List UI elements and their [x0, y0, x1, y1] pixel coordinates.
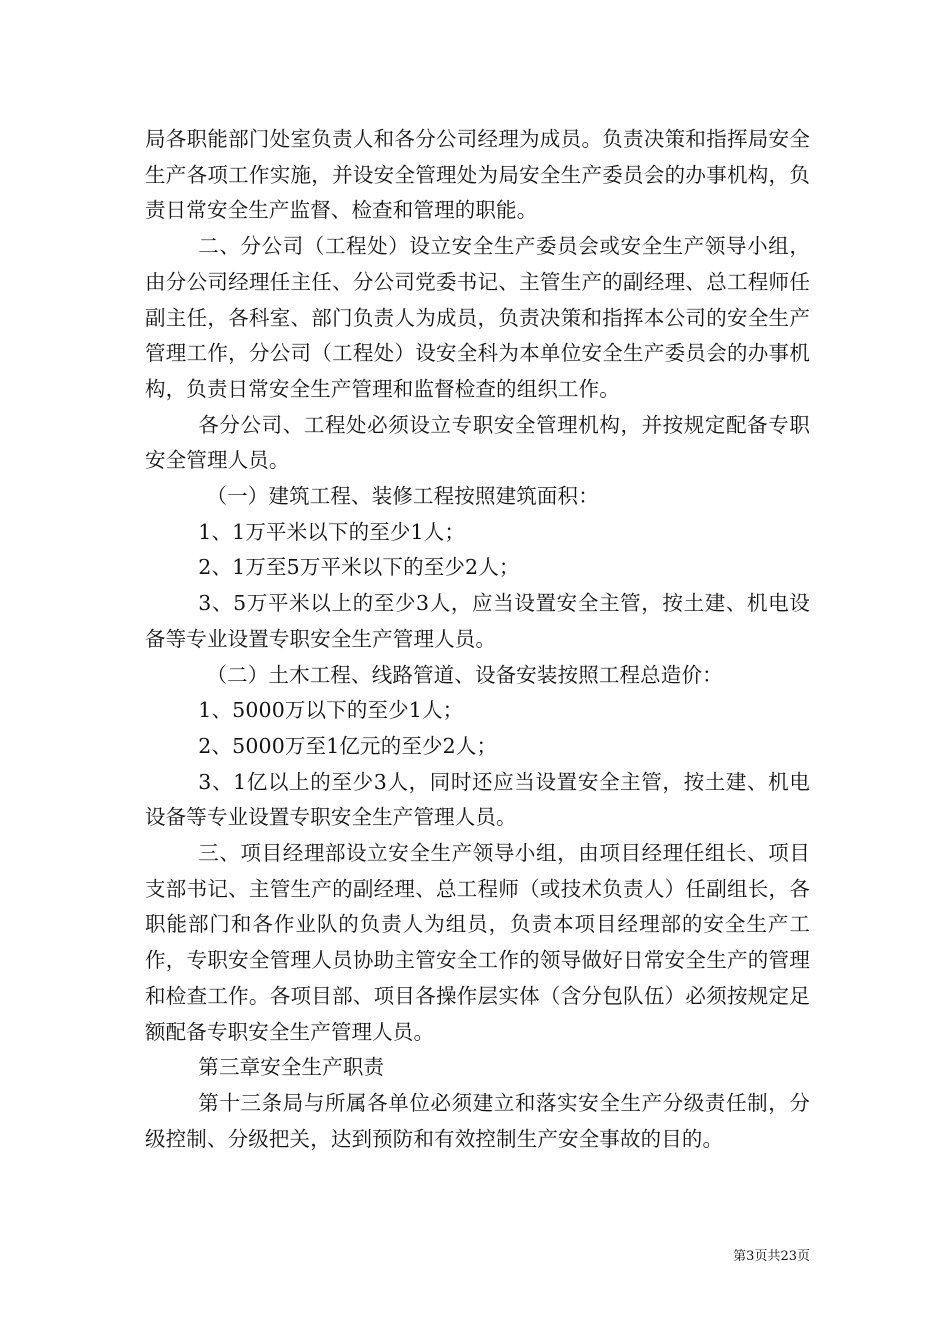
list-item-area-1: 1、1万平米以下的至少1人； [198, 519, 466, 544]
paragraph-staffing-requirement: 各分公司、工程处必须设立专职安全管理机构，并按规定配备专职安全管理人员。 [145, 412, 810, 473]
paragraph-cost-heading: （二）土木工程、线路管道、设备安装按照工程总造价： [206, 662, 723, 687]
paragraph-project-department: 三、项目经理部设立安全生产领导小组，由项目经理任组长、项目支部书记、主管生产的副经理、总工程师（或技术负责人）任副组长，各职能部门和各作业队的负责人为组员，负责本项目经理部的安全生产工作，专职安全管理人员协助主管安全工作的领导做好日常安全生产的管理和检查工作。各项目部、项目各操作层实体（含分包队伍）必须按规定足额配备专职安全生产管理人员。 [145, 841, 810, 1044]
paragraph-committee-members: 局各职能部门处室负责人和各分公司经理为成员。负责决策和指挥局安全生产各项工作实施，并设安全管理处为局安全生产委员会的办事机构，负责日常安全生产监督、检查和管理的职能。 [145, 127, 810, 223]
paragraph-article-13: 第十三条局与所属各单位必须建立和落实安全生产分级责任制，分级控制、分级把关，达到预防和有效控制生产安全事故的目的。 [145, 1090, 810, 1151]
list-item-cost-2: 2、5000万至1亿元的至少2人； [198, 733, 498, 758]
list-item-area-2: 2、1万至5万平米以下的至少2人； [198, 555, 520, 580]
list-item-cost-1: 1、5000万以下的至少1人； [198, 698, 464, 723]
chapter-heading: 第三章安全生产职责 [198, 1055, 385, 1080]
list-item-area-3: 3、5万平米以上的至少3人，应当设置安全主管，按土建、机电设备等专业设置专职安全生产管理人员。 [145, 591, 810, 651]
paragraph-building-area-heading: （一）建筑工程、装修工程按照建筑面积： [206, 484, 599, 509]
page-number-footer: 第3页共23页 [733, 1249, 810, 1264]
document-body [145, 122, 810, 1157]
list-item-cost-3: 3、1亿以上的至少3人，同时还应当设置安全主管，按土建、机电设备等专业设置专职安全生产管理人员。 [145, 769, 810, 830]
paragraph-branch-committee: 二、分公司（工程处）设立安全生产委员会或安全生产领导小组，由分公司经理任主任、分公司党委书记、主管生产的副经理、总工程师任副主任，各科室、部门负责人为成员，负责决策和指挥本公司的安全生产管理工作，分公司（工程处）设安全科为本单位安全生产委员会的办事机构，负责日常安全生产管理和监督检查的组织工作。 [145, 234, 810, 401]
